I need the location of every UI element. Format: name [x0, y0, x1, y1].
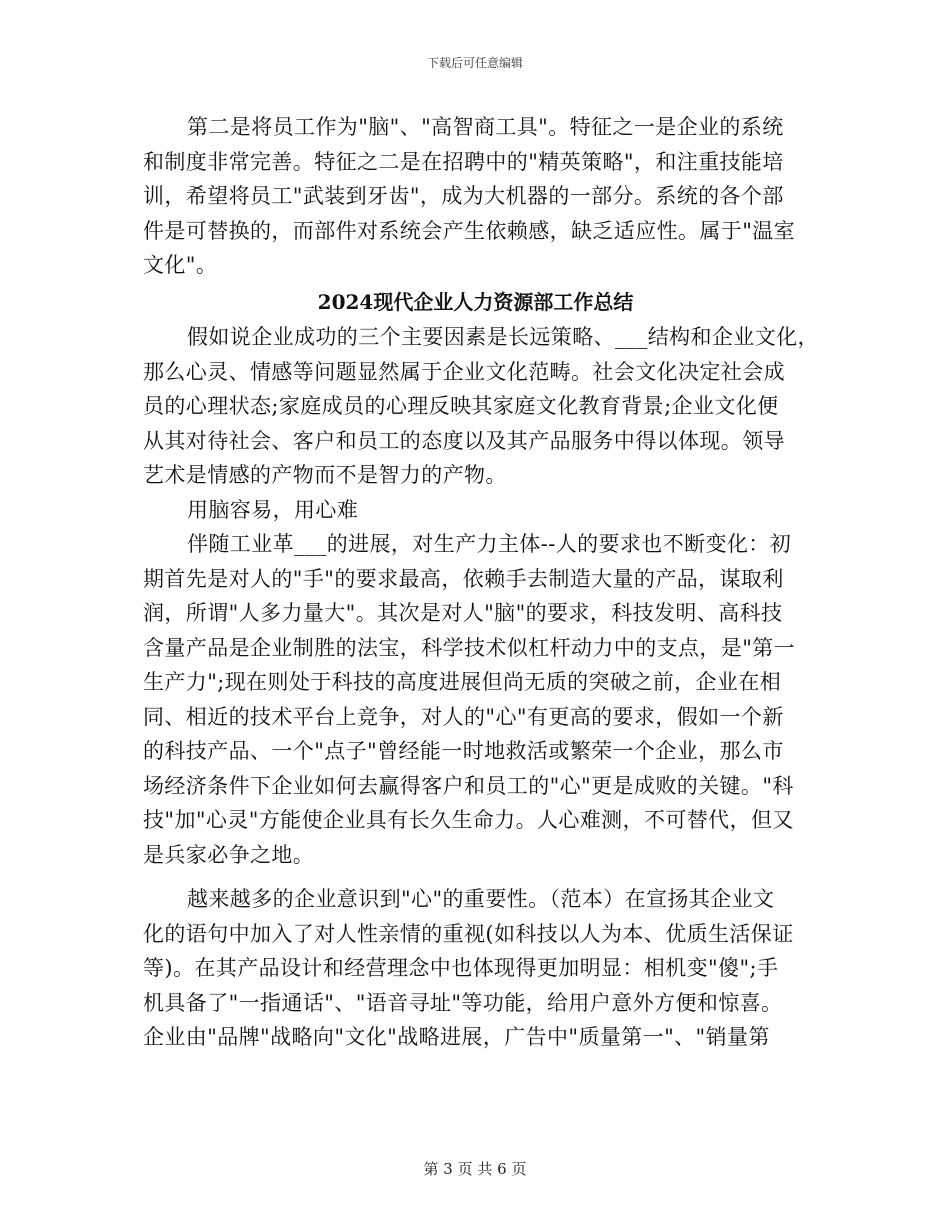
paragraph-line: 件是可替换的，而部件对系统会产生依赖感，缺乏适应性。属于"温室: [143, 218, 796, 243]
subheading-brain-vs-heart: [143, 493, 808, 528]
paragraph-industrial-revolution: [143, 527, 808, 872]
paragraph-line: 润，所谓"人多力量大"。其次是对人"脑"的要求，科技发明、高科技: [143, 601, 783, 625]
paragraph-line: 艺术是情感的产物而不是智力的产物。: [143, 463, 507, 487]
paragraph-line: 技"加"心灵"方能使企业具有长久生命力。人心难测，不可替代，但又: [143, 808, 794, 832]
paragraph-success-factors: [143, 320, 819, 493]
paragraph-line: 化的语句中加入了对人性亲情的重视(如科技以人为本、优质生活保证: [143, 921, 794, 946]
paragraph-line: 机具备了"一指通话"、"语音寻址"等功能，给用户意外方便和惊喜。: [143, 990, 783, 1015]
paragraph-line: 文化"。: [143, 253, 218, 277]
page-header: 下载后可任意编辑: [426, 56, 523, 70]
subheading-line: 用脑容易，用心难: [187, 497, 359, 522]
paragraph-line: 生产力";现在则处于科技的高度进展但尚无质的突破之前，企业在相: [143, 670, 782, 694]
document-body: [143, 110, 819, 1055]
paragraph-line: 等)。在其产品设计和经营理念中也体现得更加明显：相机变"傻";手: [143, 956, 779, 980]
paragraph-line: 含量产品是企业制胜的法宝，科学技术似杠杆动力中的支点，是"第一: [143, 635, 796, 660]
paragraph-line: 期首先是对人的"手"的要求最高，依赖手去制造大量的产品，谋取利: [143, 566, 784, 591]
paragraph-line: 员的心理状态;家庭成员的心理反映其家庭文化教育背景;企业文化便: [143, 394, 779, 418]
paragraph-line: 和制度非常完善。特征之二是在招聘中的"精英策略"，和注重技能培: [143, 149, 784, 174]
paragraph-employees-as-brain: [143, 110, 808, 283]
paragraph-line: 伴随工业革___的进展，对生产力主体--人的要求也不断变化：初: [187, 532, 792, 556]
paragraph-line: 越来越多的企业意识到"心"的重要性。（范本）在宣扬其企业文: [187, 887, 775, 911]
paragraph-line: 场经济条件下企业如何去赢得客户和员工的"心"更是成败的关键。"科: [143, 773, 794, 798]
paragraph-line: 的科技产品、一个"点子"曾经能一时地救活或繁荣一个企业，那么市: [143, 739, 784, 763]
paragraph-line: 企业由"品牌"战略向"文化"战略进展，广告中"质量第一"、"销量第: [143, 1025, 770, 1049]
paragraph-line: 训，希望将员工"武装到牙齿"，成为大机器的一部分。系统的各个部: [143, 184, 784, 208]
document-title: 2024现代企业人力资源部工作总结: [317, 289, 634, 314]
page-number-footer: 第 3 页 共 6 页: [423, 1160, 527, 1178]
paragraph-line: 第二是将员工作为"脑"、"高智商工具"。特征之一是企业的系统: [187, 115, 784, 139]
paragraph-gap: [143, 872, 808, 882]
paragraph-line: 从其对待社会、客户和员工的态度以及其产品服务中得以体现。领导: [143, 428, 785, 453]
paragraph-line: 是兵家必争之地。: [143, 842, 315, 867]
paragraph-heart-importance: [143, 882, 808, 1055]
paragraph-line: 同、相近的技术平台上竞争，对人的"心"有更高的要求，假如一个新: [143, 704, 784, 729]
paragraph-line: 那么心灵、情感等问题显然属于企业文化范畴。社会文化决定社会成: [143, 359, 785, 384]
paragraph-line: 假如说企业成功的三个主要因素是长远策略、___结构和企业文化，: [187, 325, 819, 349]
